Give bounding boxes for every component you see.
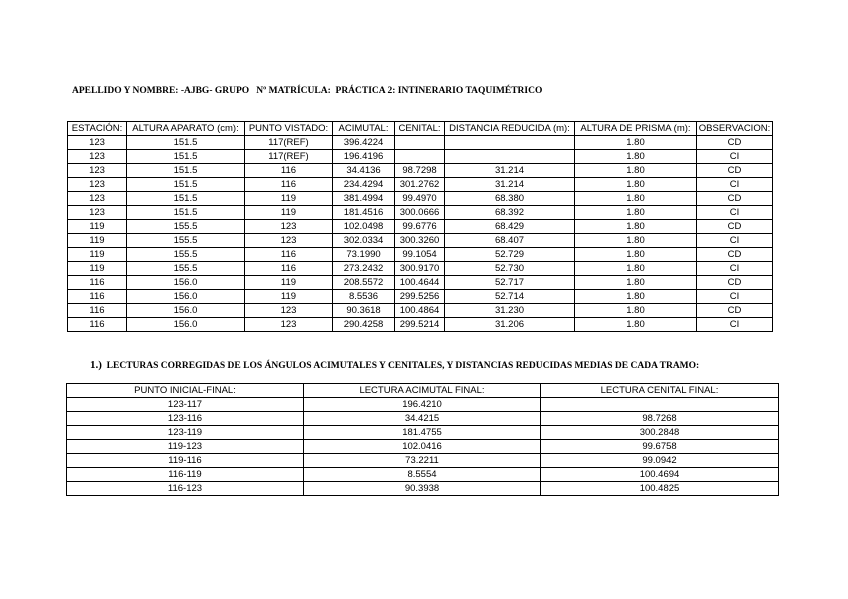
table-cell: 123-119: [67, 426, 304, 440]
document-header: [72, 86, 542, 96]
column-header: ALTURA DE PRISMA (m):: [575, 122, 697, 136]
column-header: ESTACIÓN:: [68, 122, 127, 136]
table-cell: 1.80: [575, 220, 697, 234]
table-row: [67, 412, 779, 426]
table-cell: CD: [697, 248, 773, 262]
table-row: [68, 290, 773, 304]
table-cell: CI: [697, 150, 773, 164]
table-cell: CI: [697, 178, 773, 192]
table-cell: 181.4516: [333, 206, 395, 220]
table-cell: 156.0: [127, 318, 245, 332]
readings-table-header: [68, 122, 773, 136]
table-row: [68, 304, 773, 318]
table-cell: 123: [68, 206, 127, 220]
table-cell: 300.0666: [395, 206, 445, 220]
table-row: [68, 318, 773, 332]
table-row: [67, 468, 779, 482]
table-cell: 68.407: [445, 234, 575, 248]
table-cell: CI: [697, 262, 773, 276]
table-cell: 68.380: [445, 192, 575, 206]
table-cell: 102.0498: [333, 220, 395, 234]
table-cell: 155.5: [127, 234, 245, 248]
table-cell: 234.4294: [333, 178, 395, 192]
table-cell: 119: [68, 262, 127, 276]
table-cell: 123: [245, 304, 333, 318]
student-name-label: APELLIDO Y NOMBRE: -AJBG- GRUPO: [72, 86, 250, 96]
table-cell: 73.1990: [333, 248, 395, 262]
table-cell: 155.5: [127, 248, 245, 262]
corrected-table-body: [67, 398, 779, 496]
table-cell: 123: [68, 150, 127, 164]
table-cell: 34.4136: [333, 164, 395, 178]
table-cell: 90.3938: [304, 482, 541, 496]
table-cell: 52.717: [445, 276, 575, 290]
table-cell: 116: [68, 276, 127, 290]
table-cell: 31.230: [445, 304, 575, 318]
table-cell: 119: [245, 192, 333, 206]
table-cell: 181.4755: [304, 426, 541, 440]
column-header: CENITAL:: [395, 122, 445, 136]
table-cell: 1.80: [575, 248, 697, 262]
table-cell: 98.7298: [395, 164, 445, 178]
table-cell: 196.4196: [333, 150, 395, 164]
table-cell: 1.80: [575, 206, 697, 220]
table-cell: 123: [245, 318, 333, 332]
header-row: [67, 384, 779, 398]
table-cell: 151.5: [127, 206, 245, 220]
table-cell: 116: [68, 304, 127, 318]
table-cell: 156.0: [127, 290, 245, 304]
table-cell: 302.0334: [333, 234, 395, 248]
table-cell: 1.80: [575, 318, 697, 332]
table-cell: 8.5554: [304, 468, 541, 482]
table-cell: 273.2432: [333, 262, 395, 276]
table-cell: CD: [697, 164, 773, 178]
corrected-readings-table: [66, 383, 779, 496]
table-cell: [395, 150, 445, 164]
table-cell: 1.80: [575, 234, 697, 248]
table-row: [68, 150, 773, 164]
section-number: 1.): [90, 359, 102, 371]
table-cell: 155.5: [127, 262, 245, 276]
readings-table-body: [68, 136, 773, 332]
table-cell: 119-123: [67, 440, 304, 454]
table-row: [68, 206, 773, 220]
table-cell: 123: [245, 234, 333, 248]
table-row: [67, 454, 779, 468]
table-cell: 119: [245, 290, 333, 304]
table-cell: 116: [68, 318, 127, 332]
table-cell: 151.5: [127, 192, 245, 206]
table-cell: 117(REF): [245, 136, 333, 150]
table-cell: [395, 136, 445, 150]
column-header: LECTURA CENITAL FINAL:: [541, 384, 779, 398]
table-cell: 300.3260: [395, 234, 445, 248]
table-cell: 31.214: [445, 178, 575, 192]
table-cell: [541, 398, 779, 412]
table-cell: 99.6776: [395, 220, 445, 234]
table-cell: 123: [68, 164, 127, 178]
section-title: LECTURAS CORREGIDAS DE LOS ÁNGULOS ACIMUTALES Y CENITALES, Y DISTANCIAS REDUCIDAS MEDIAS DE CADA TRAMO:: [106, 361, 700, 371]
table-row: [68, 234, 773, 248]
table-cell: 52.729: [445, 248, 575, 262]
table-cell: 151.5: [127, 136, 245, 150]
table-cell: CI: [697, 290, 773, 304]
table-cell: 208.5572: [333, 276, 395, 290]
table-cell: 100.4694: [541, 468, 779, 482]
column-header: ALTURA APARATO (cm):: [127, 122, 245, 136]
table-row: [68, 262, 773, 276]
table-cell: CD: [697, 136, 773, 150]
table-cell: 1.80: [575, 262, 697, 276]
column-header: DISTANCIA REDUCIDA (m):: [445, 122, 575, 136]
table-cell: 99.1054: [395, 248, 445, 262]
column-header: OBSERVACION:: [697, 122, 773, 136]
table-cell: 1.80: [575, 290, 697, 304]
table-cell: CI: [697, 234, 773, 248]
table-row: [68, 178, 773, 192]
table-cell: 1.80: [575, 178, 697, 192]
table-row: [68, 248, 773, 262]
table-cell: 99.0942: [541, 454, 779, 468]
table-cell: 116: [68, 290, 127, 304]
table-row: [68, 220, 773, 234]
table-cell: CD: [697, 304, 773, 318]
table-cell: CD: [697, 220, 773, 234]
table-cell: 300.9170: [395, 262, 445, 276]
section-heading: [90, 359, 699, 371]
table-row: [68, 136, 773, 150]
column-header: PUNTO INICIAL-FINAL:: [67, 384, 304, 398]
column-header: PUNTO VISTADO:: [245, 122, 333, 136]
table-row: [68, 276, 773, 290]
table-cell: 123: [68, 178, 127, 192]
table-cell: 299.5214: [395, 318, 445, 332]
table-cell: 123: [68, 192, 127, 206]
table-cell: 98.7268: [541, 412, 779, 426]
table-cell: 116: [245, 164, 333, 178]
readings-table: [67, 121, 773, 332]
table-cell: 119: [245, 276, 333, 290]
table-cell: CI: [697, 318, 773, 332]
table-cell: 34.4215: [304, 412, 541, 426]
table-row: [67, 482, 779, 496]
table-cell: 123: [68, 136, 127, 150]
column-header: ACIMUTAL:: [333, 122, 395, 136]
table-cell: 123-116: [67, 412, 304, 426]
table-cell: 290.4258: [333, 318, 395, 332]
table-cell: 100.4864: [395, 304, 445, 318]
table-cell: 156.0: [127, 304, 245, 318]
matricula-label: Nº MATRÍCULA:: [256, 86, 331, 96]
table-cell: 151.5: [127, 178, 245, 192]
table-cell: [445, 136, 575, 150]
table-cell: 123: [245, 220, 333, 234]
table-row: [67, 426, 779, 440]
table-cell: 151.5: [127, 164, 245, 178]
table-cell: 116: [245, 248, 333, 262]
table-cell: 68.429: [445, 220, 575, 234]
table-cell: 68.392: [445, 206, 575, 220]
table-cell: 116-123: [67, 482, 304, 496]
table-cell: 31.206: [445, 318, 575, 332]
table-cell: 301.2762: [395, 178, 445, 192]
table-row: [68, 192, 773, 206]
table-cell: 31.214: [445, 164, 575, 178]
table-cell: 1.80: [575, 150, 697, 164]
corrected-table-header: [67, 384, 779, 398]
table-cell: 119-116: [67, 454, 304, 468]
table-cell: 73.2211: [304, 454, 541, 468]
table-cell: 100.4825: [541, 482, 779, 496]
table-cell: 119: [68, 220, 127, 234]
table-cell: 100.4644: [395, 276, 445, 290]
table-cell: 119: [68, 234, 127, 248]
table-cell: 90.3618: [333, 304, 395, 318]
table-cell: 8.5536: [333, 290, 395, 304]
table-cell: 396.4224: [333, 136, 395, 150]
table-cell: 156.0: [127, 276, 245, 290]
table-cell: CD: [697, 276, 773, 290]
table-row: [68, 164, 773, 178]
table-cell: 196.4210: [304, 398, 541, 412]
table-cell: CI: [697, 206, 773, 220]
table-cell: [445, 150, 575, 164]
table-row: [67, 398, 779, 412]
table-cell: 102.0416: [304, 440, 541, 454]
table-cell: 300.2848: [541, 426, 779, 440]
table-cell: 116: [245, 262, 333, 276]
table-cell: 123-117: [67, 398, 304, 412]
table-cell: 1.80: [575, 276, 697, 290]
table-cell: 1.80: [575, 192, 697, 206]
table-cell: 381.4994: [333, 192, 395, 206]
table-cell: 1.80: [575, 304, 697, 318]
practice-title: PRÁCTICA 2: INTINERARIO TAQUIMÉTRICO: [335, 86, 543, 96]
table-cell: 151.5: [127, 150, 245, 164]
table-cell: 119: [245, 206, 333, 220]
table-cell: 1.80: [575, 164, 697, 178]
table-cell: 1.80: [575, 136, 697, 150]
table-cell: 52.714: [445, 290, 575, 304]
table-cell: 116: [245, 178, 333, 192]
table-cell: 119: [68, 248, 127, 262]
table-cell: 52.730: [445, 262, 575, 276]
table-cell: CD: [697, 192, 773, 206]
table-cell: 116-119: [67, 468, 304, 482]
table-cell: 299.5256: [395, 290, 445, 304]
table-cell: 99.4970: [395, 192, 445, 206]
table-cell: 99.6758: [541, 440, 779, 454]
table-row: [67, 440, 779, 454]
column-header: LECTURA ACIMUTAL FINAL:: [304, 384, 541, 398]
table-cell: 155.5: [127, 220, 245, 234]
header-row: [68, 122, 773, 136]
table-cell: 117(REF): [245, 150, 333, 164]
